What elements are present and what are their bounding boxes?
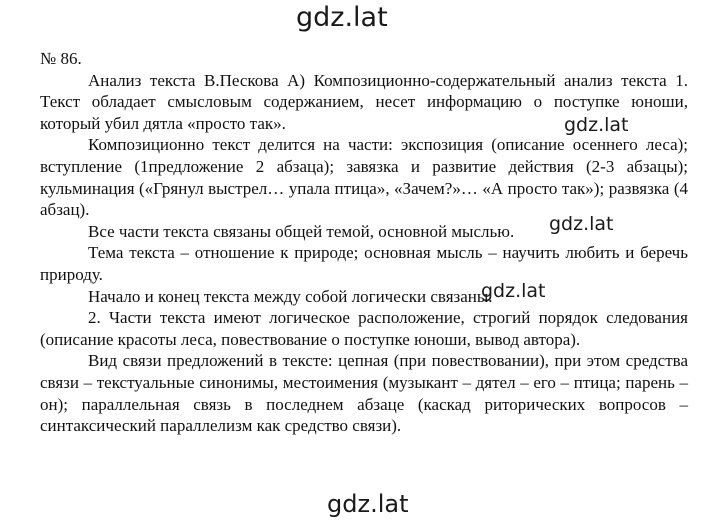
paragraph-theme: Тема текста – отношение к природе; основная мысль – научить любить и беречь природу. bbox=[40, 243, 688, 284]
paragraph-analysis-intro: Анализ текста В.Пескова А) Композиционно-содержательный анализ текста 1. Текст обладает смысловым содержанием, несет информацию о поступке юноши, который убил дятла «просто так». bbox=[40, 70, 688, 133]
paragraph-parts-connected: Все части текста связаны общей темой, основной мыслью. bbox=[88, 221, 515, 241]
watermark-mid-3: gdz.lat bbox=[481, 280, 546, 302]
watermark-bottom: gdz.lat bbox=[327, 490, 409, 518]
watermark-top: gdz.lat bbox=[296, 2, 388, 33]
watermark-mid-2: gdz.lat bbox=[549, 213, 614, 235]
watermark-mid-1: gdz.lat bbox=[564, 114, 629, 136]
exercise-number: № 86. bbox=[40, 49, 82, 68]
paragraph-beginning-end: Начало и конец текста между собой логически связаны. bbox=[88, 286, 493, 306]
paragraph-logical-order: 2. Части текста имеют логическое расположение, строгий порядок следования (описание красоты леса, повествование о поступке юноши, вывод автора). bbox=[40, 308, 688, 349]
paragraph-composition: Композиционно текст делится на части: экспозиция (описание осеннего леса); вступление (1предложение 2 абзаца); завязка и развитие действия (2-3 абзацы); кульминация («Грянул выстрел… упала птица», «Зачем?»… «А просто так»); развязка (4 абзац). bbox=[40, 135, 688, 220]
paragraph-sentence-links: Вид связи предложений в тексте: цепная (при повествовании), при этом средства связи – текстуальные синонимы, местоимения (музыкант – дятел – его – птица; парень – он); параллельная связь в последнем абзаце (каскад риторических вопросов – синтаксический параллелизм как средство связи). bbox=[40, 351, 688, 436]
document-body bbox=[40, 48, 688, 437]
